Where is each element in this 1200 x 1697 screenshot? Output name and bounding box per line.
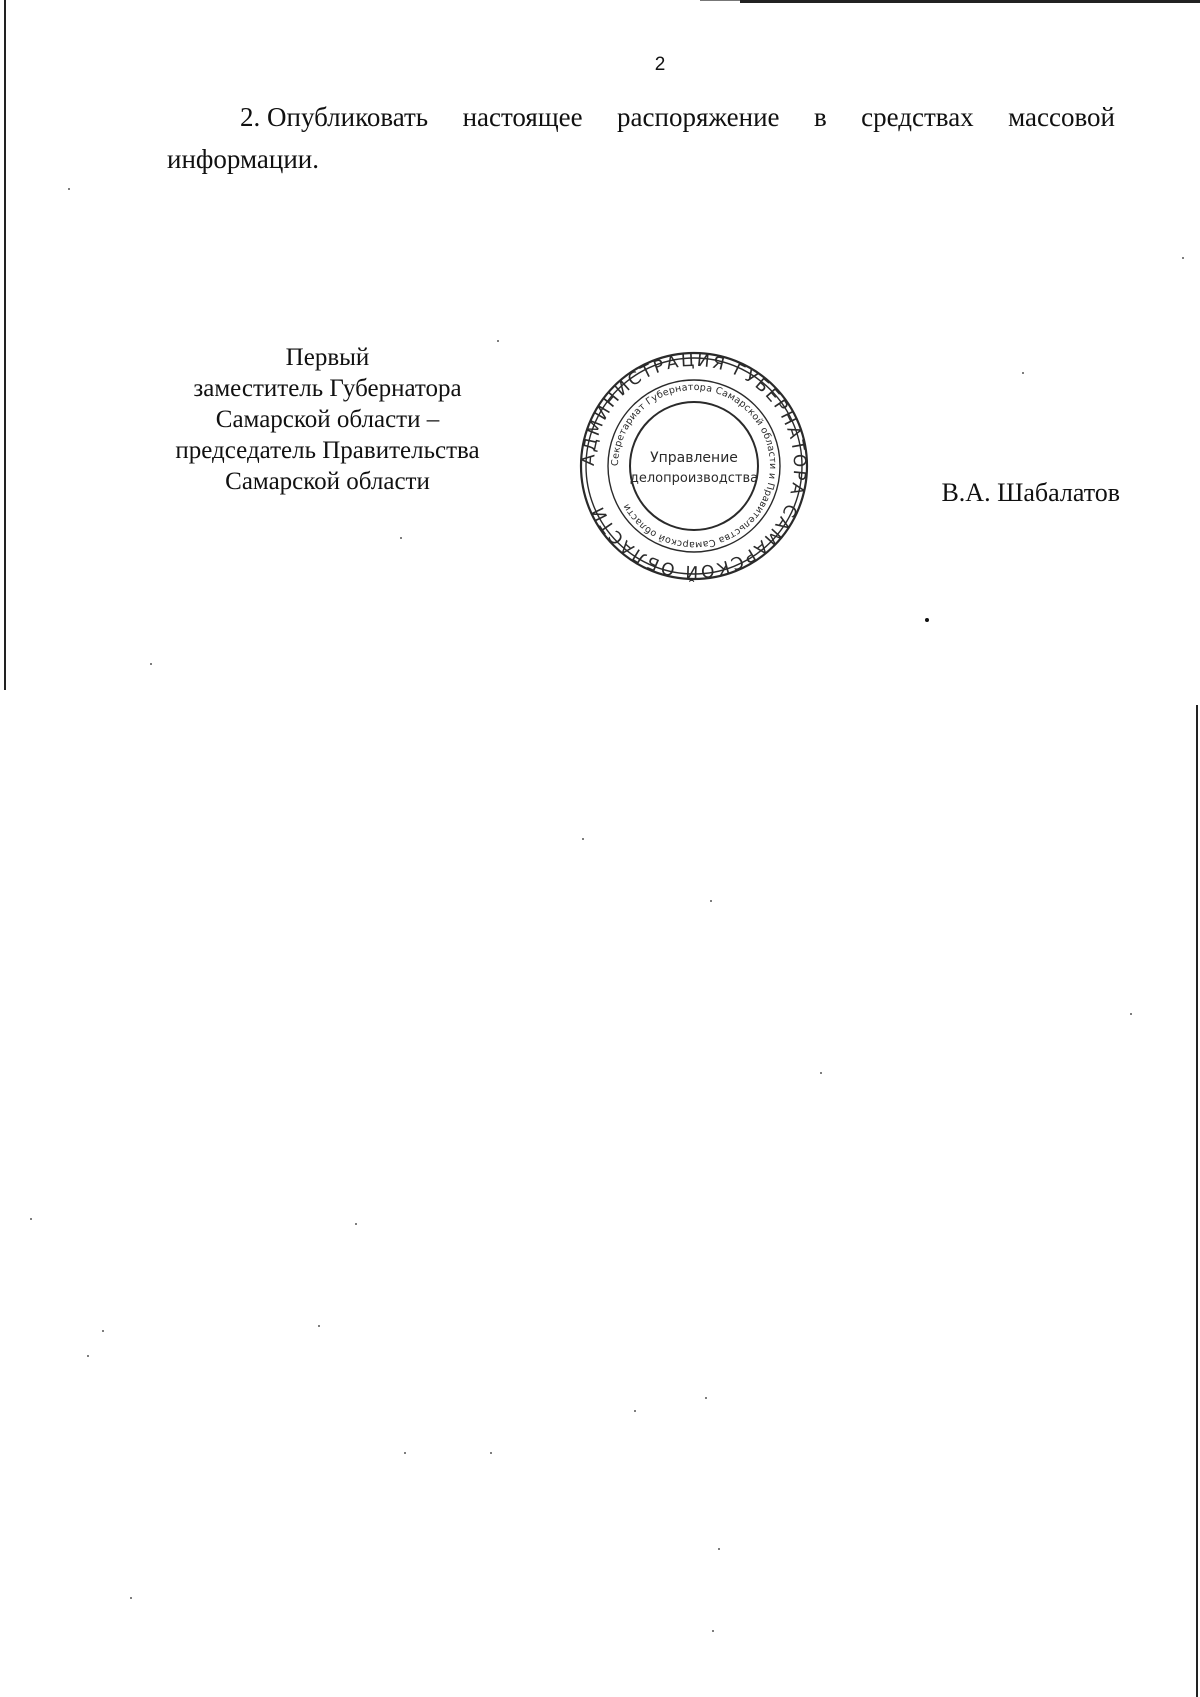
- signer-title-line: Самарской области: [225, 468, 430, 495]
- scan-speck: [490, 1452, 492, 1454]
- scan-edge-top: [740, 0, 1200, 3]
- paragraph-word: средствах: [861, 102, 974, 132]
- scan-speck: [1130, 1013, 1132, 1015]
- page-number: 2: [654, 54, 666, 75]
- scan-speck: [150, 663, 152, 665]
- scan-edge-top-thin: [700, 0, 740, 1]
- scan-speck: [925, 618, 929, 622]
- scan-speck: [705, 1397, 707, 1399]
- body-paragraph: [167, 96, 1115, 180]
- scan-speck: [582, 838, 584, 840]
- scan-speck: [400, 537, 402, 539]
- scan-speck: [30, 1218, 32, 1220]
- scan-speck: [712, 1630, 714, 1632]
- scan-speck: [710, 900, 712, 902]
- signer-title-line: председатель Правительства: [175, 437, 480, 464]
- paragraph-line: [167, 96, 1115, 138]
- official-stamp: [578, 350, 810, 582]
- scan-edge-left: [4, 0, 6, 690]
- scan-speck: [1182, 257, 1184, 259]
- paragraph-line: информации.: [167, 144, 319, 174]
- scan-speck: [355, 1223, 357, 1225]
- signer-name: В.А. Шабалатов: [941, 478, 1120, 507]
- stamp-center-line: делопроизводства: [629, 471, 759, 486]
- scan-edge-right: [1196, 705, 1198, 1697]
- scan-speck: [820, 1072, 822, 1074]
- paragraph-word: 2. Опубликовать: [240, 102, 429, 132]
- scan-speck: [130, 1597, 132, 1599]
- paragraph-word: в: [813, 102, 827, 132]
- scan-speck: [634, 1410, 636, 1412]
- scan-speck: [102, 1330, 104, 1332]
- scan-speck: [404, 1452, 406, 1454]
- scan-speck: [1022, 372, 1024, 374]
- svg-text:Секретариат Губернатора Самарс: [610, 382, 778, 550]
- signer-title-line: Самарской области –: [215, 406, 440, 433]
- paragraph-word: распоряжение: [617, 102, 780, 132]
- scan-speck: [718, 1548, 720, 1550]
- stamp-seal-icon: [578, 350, 810, 582]
- scan-speck: [68, 188, 70, 190]
- signer-title-line: Первый: [285, 344, 370, 371]
- paragraph-word: настоящее: [462, 102, 583, 132]
- signer-title-line: заместитель Губернатора: [193, 375, 462, 402]
- stamp-outer-text: АДМИНИСТРАЦИЯ ГУБЕРНАТОРА САМАРСКОЙ ОБЛАСТИ: [578, 350, 810, 582]
- paragraph-word: массовой: [1008, 102, 1115, 132]
- scan-speck: [87, 1355, 89, 1357]
- stamp-center-line: Управление: [650, 450, 738, 466]
- signer-title: [130, 342, 525, 497]
- scan-speck: [318, 1325, 320, 1327]
- stamp-inner-text: Секретариат Губернатора Самарской области и Правительства Самарской области: [609, 381, 779, 551]
